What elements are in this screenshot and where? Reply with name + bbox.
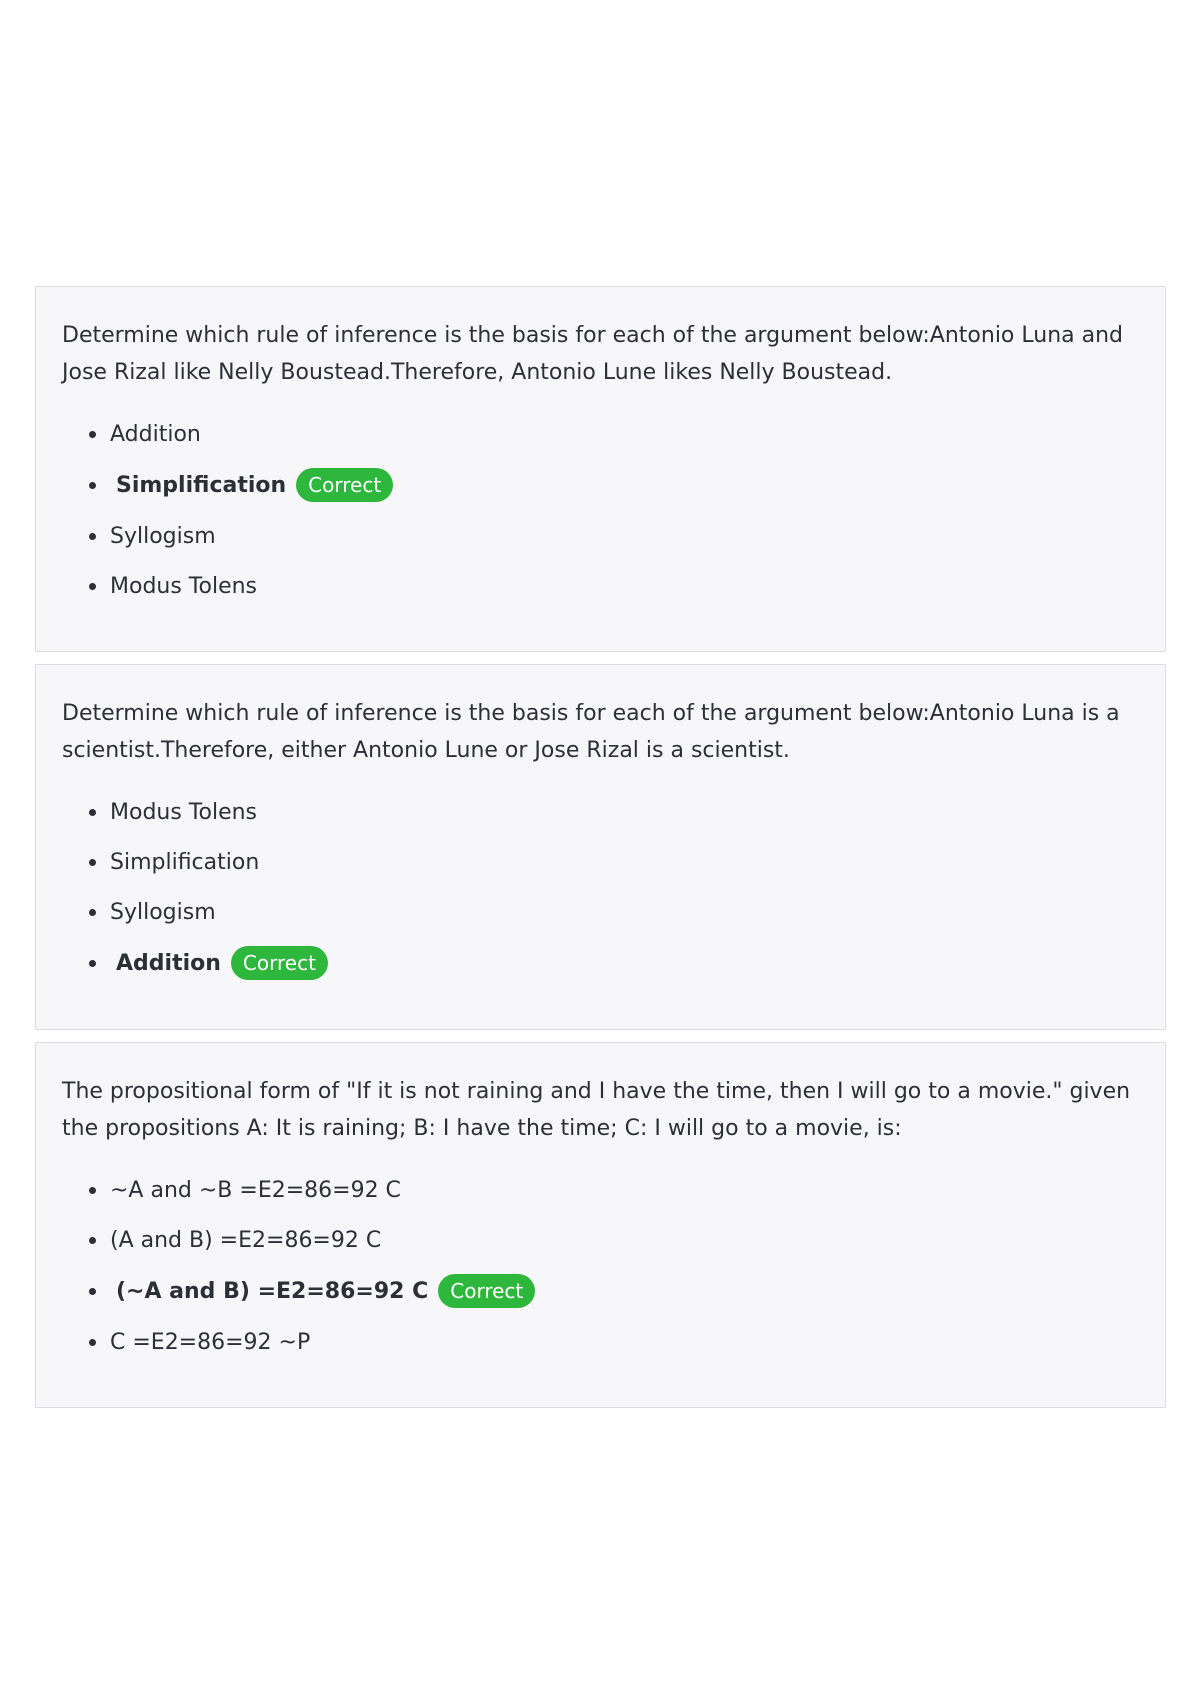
option-item: Modus Tolens <box>88 561 1139 611</box>
option-item-correct <box>88 459 1139 511</box>
option-item: Addition <box>88 409 1139 459</box>
question-text: Determine which rule of inference is the basis for each of the argument below:Antonio Luna and Jose Rizal like Nelly Boustead.Therefore, Antonio Lune likes Nelly Boustead. <box>62 323 1124 385</box>
question-text: The propositional form of "If it is not raining and I have the time, then I will go to a movie." given the propositions A: It is raining; B: I have the time; C: I will go to a movie, is: <box>62 1079 1131 1141</box>
option-list <box>62 787 1139 989</box>
option-item: Syllogism <box>88 511 1139 561</box>
option-item-correct <box>88 937 1139 989</box>
correct-badge: Correct <box>231 946 328 980</box>
option-list <box>62 1165 1139 1367</box>
correct-badge: Correct <box>296 468 393 502</box>
option-item-correct <box>88 1265 1139 1317</box>
option-label: Addition <box>116 950 221 976</box>
question-card <box>35 286 1166 652</box>
option-list <box>62 409 1139 611</box>
option-item: Modus Tolens <box>88 787 1139 837</box>
option-label: (~A and B) =E2=86=92 C <box>116 1278 429 1304</box>
option-item: C =E2=86=92 ~P <box>88 1317 1139 1367</box>
question-card <box>35 1042 1166 1408</box>
option-item: Simplification <box>88 837 1139 887</box>
option-item: ~A and ~B =E2=86=92 C <box>88 1165 1139 1215</box>
option-item: (A and B) =E2=86=92 C <box>88 1215 1139 1265</box>
question-text: Determine which rule of inference is the basis for each of the argument below:Antonio Luna is a scientist.Therefore, either Antonio Lune or Jose Rizal is a scientist. <box>62 701 1120 763</box>
question-card <box>35 664 1166 1030</box>
option-label: Simplification <box>116 472 287 498</box>
quiz-results <box>35 286 1166 1420</box>
correct-badge: Correct <box>438 1274 535 1308</box>
option-item: Syllogism <box>88 887 1139 937</box>
